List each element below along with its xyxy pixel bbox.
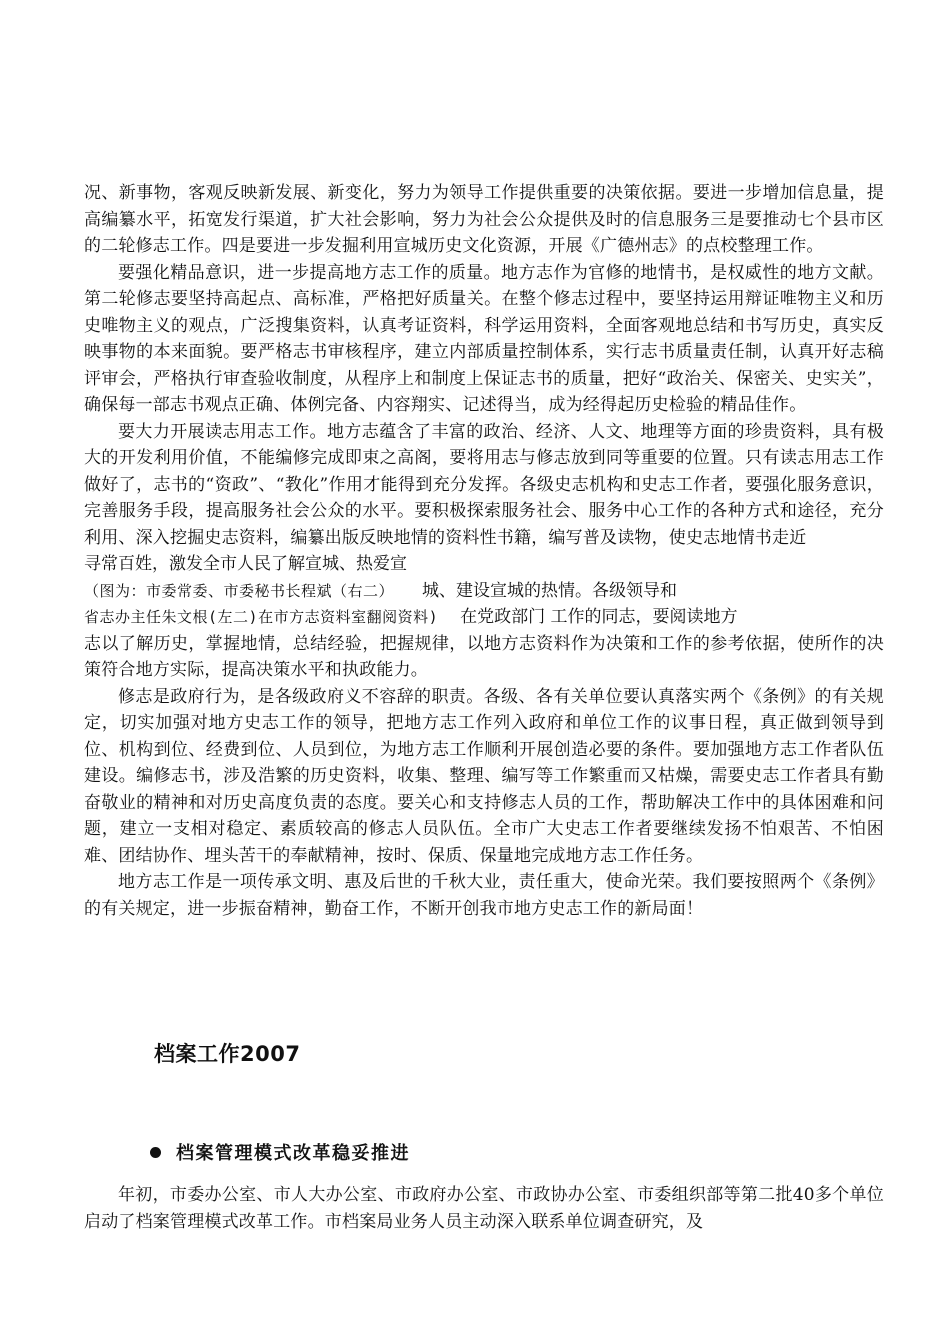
paragraph-government: 修志是政府行为，是各级政府义不容辞的职责。各级、各有关单位要认真落实两个《条例》的有关规定，切实加强对地方史志工作的领导，把地方志工作列入政府和单位工作的议事日程，真正做到领导到位、机构到位、经费到位、人员到位，为地方志工作顺利开展创造必要的条件。要加强地方志工作者队伍建设。编修志书，涉及浩繁的历史资料，收集、整理、编写等工作繁重而又枯燥，需要史志工作者具有勤奋敬业的精神和对历史高度负责的态度。要关心和支持修志人员的工作，帮助解决工作中的具体困难和问题，建立一支相对稳定、素质较高的修志人员队伍。全市广大史志工作者要继续发扬不怕艰苦、不怕困难、团结协作、埋头苦干的奉献精神，按时、保质、保量地完成地方志工作任务。	[84, 686, 884, 866]
paragraph-continued: 况、新事物，客观反映新发展、新变化，努力为领导工作提供重要的决策依据。要进一步增加信息量，提高编纂水平，拓宽发行渠道，扩大社会影响，努力为社会公众提供及时的信息服务三是要推动七个县市区的二轮修志工作。四是要进一步发掘利用宣城历史文化资源，开展《广德州志》的点校整理工作。	[84, 183, 884, 256]
photo-caption-line-2: 省志办主任朱文根(左二)在市方志资料室翻阅资料)	[84, 608, 439, 626]
paragraph-conclusion: 地方志工作是一项传承文明、惠及后世的千秋大业，责任重大，使命光荣。我们要按照两个《条例》的有关规定，进一步振奋精神，勤奋工作，不断开创我市地方史志工作的新局面！	[84, 872, 884, 919]
paragraph-reading-fragment-1: 城、建设宣城的热情。各级领导和	[422, 580, 678, 601]
photo-caption-line-1: （图为：市委常委、市委秘书长程斌（右二）	[84, 581, 395, 600]
article-body	[84, 180, 884, 922]
paragraph-reading: 要大力开展读志用志工作。地方志蕴含了丰富的政治、经济、人文、地理等方面的珍贵资料，具有极大的开发利用价值，不能编修完成即束之高阁，要将用志与修志放到同等重要的位置。只有读志用志工作做好了，志书的“资政”、“教化”作用才能得到充分发挥。各级史志机构和史志工作者，要强化服务意识，完善服务手段，提高服务社会公众的水平。要积极探索服务社会、服务中心工作的各种方式和途径，充分利用、深入挖掘史志资料，编纂出版反映地情的资料性书籍，编写普及读物，使史志地情书走近	[84, 421, 884, 548]
section-body	[84, 1182, 884, 1235]
paragraph-reading-line: 寻常百姓，激发全市人民了解宣城、热爱宣	[84, 554, 407, 574]
paragraph-reading-fragment-2: 在党政部门 工作的同志，要阅读地方	[460, 607, 738, 627]
subsection-heading	[150, 1139, 410, 1165]
paragraph-reading-rest: 志以了解历史，掌握地情，总结经验，把握规律，以地方志资料作为决策和工作的参考依据，使所作的决策符合地方实际，提高决策水平和执政能力。	[84, 633, 884, 680]
caption-row-2	[84, 604, 884, 631]
paragraph-quality: 要强化精品意识，进一步提高地方志工作的质量。地方志作为官修的地情书，是权威性的地方文献。第二轮修志要坚持高起点、高标准，严格把好质量关。在整个修志过程中，要坚持运用辩证唯物主义和历史唯物主义的观点，广泛搜集资料，认真考证资料，科学运用资料，全面客观地总结和书写历史，真实反映事物的本来面貌。要严格志书审核程序，建立内部质量控制体系，实行志书质量责任制，认真开好志稿评审会，严格执行审查验收制度，从程序上和制度上保证志书的质量，把好“政治关、保密关、史实关”，确保每一部志书观点正确、体例完备、内容翔实、记述得当，成为经得起历史检验的精品佳作。	[84, 262, 884, 415]
section-paragraph: 年初，市委办公室、市人大办公室、市政府办公室、市政协办公室、市委组织部等第二批40多个单位启动了档案管理模式改革工作。市档案局业务人员主动深入联系单位调查研究，及	[84, 1185, 884, 1232]
bullet-icon	[150, 1147, 161, 1158]
subsection-title: 档案管理模式改革稳妥推进	[176, 1143, 410, 1164]
caption-row-1	[84, 578, 884, 605]
section-title: 档案工作2007	[154, 1042, 301, 1066]
